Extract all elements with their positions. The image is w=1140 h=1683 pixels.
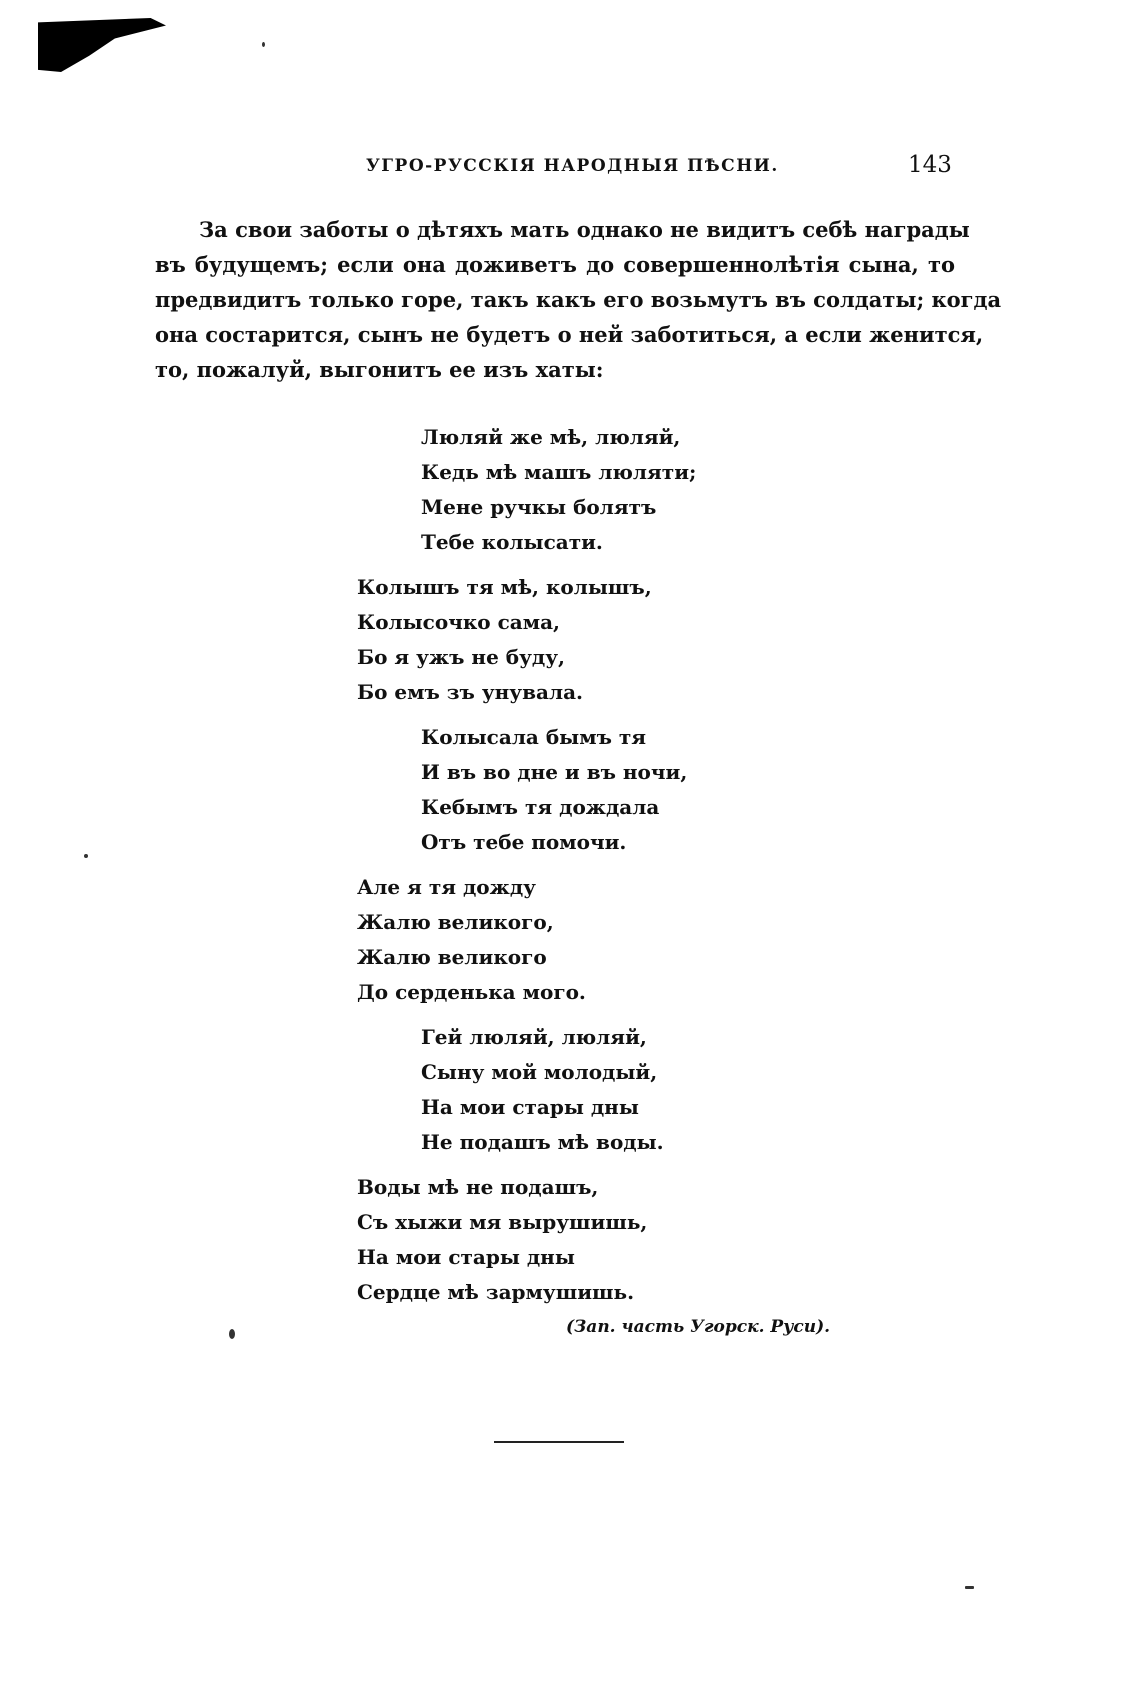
ink-speck [84,854,88,858]
verse-line: Мене ручкы болятъ [421,495,657,519]
paragraph-line: то, пожалуй, выгонитъ ее изъ хаты: [155,357,604,382]
verse-line: Кедь мѣ машъ люляти; [421,460,697,484]
stanza-3 [421,720,687,860]
stanza-5 [421,1020,664,1160]
stanza-6 [357,1170,647,1310]
verse-line: Тебе колысати. [421,530,603,554]
page-header [0,152,1140,186]
verse-line: До серденька мого. [357,980,586,1004]
section-rule [494,1441,624,1443]
ink-speck [262,42,265,47]
paragraph-line: За свои заботы о дѣтяхъ мать однако не видитъ себѣ награды [199,217,970,242]
source-citation: (Зап. часть Угорск. Руси). [566,1317,831,1337]
verse-line: Не подашъ мѣ воды. [421,1130,664,1154]
stanza-2 [357,570,652,710]
verse-line: Люляй же мѣ, люляй, [421,425,681,449]
verse-line: Сыну мой молодый, [421,1060,658,1084]
verse-line: Гей люляй, люляй, [421,1025,647,1049]
verse-line: Бо емъ зъ унувала. [357,680,583,704]
page-number: 143 [908,152,952,178]
verse-line: Колышъ тя мѣ, колышъ, [357,575,652,599]
paragraph-line: предвидитъ только горе, такъ какъ его возьмутъ въ солдаты; когда [155,287,1002,312]
verse-line: Жалю великого, [357,910,554,934]
paragraph-line: въ будущемъ; если она доживетъ до совершеннолѣтія сына, то [155,252,955,277]
verse-line: На мои стары дны [421,1095,639,1119]
running-head: УГРО-РУССКІЯ НАРОДНЫЯ ПѢСНИ. [366,156,779,176]
verse-line: Съ хыжи мя вырушишь, [357,1210,648,1234]
stanza-4 [357,870,586,1010]
verse-line: Але я тя дожду [357,875,536,899]
verse-line: Сердце мѣ зармушишь. [357,1280,635,1304]
ink-speck [229,1329,235,1339]
paragraph-line: она состарится, сынъ не будетъ о ней заботиться, а если женится, [155,322,984,347]
verse-line: Отъ тебе помочи. [421,830,627,854]
stanza-1 [421,420,696,560]
verse-line: Колысала бымъ тя [421,725,647,749]
intro-paragraph [155,212,1002,387]
verse-line: И въ во дне и въ ночи, [421,760,688,784]
ink-speck [965,1586,974,1589]
verse-line: На мои стары дны [357,1245,575,1269]
verse-line: Воды мѣ не подашъ, [357,1175,599,1199]
verse-line: Бо я ужъ не буду, [357,645,565,669]
verse-line: Колысочко сама, [357,610,561,634]
verse-line: Жалю великого [357,945,547,969]
verse-line: Кебымъ тя дождала [421,795,660,819]
scan-artifact [38,18,166,72]
